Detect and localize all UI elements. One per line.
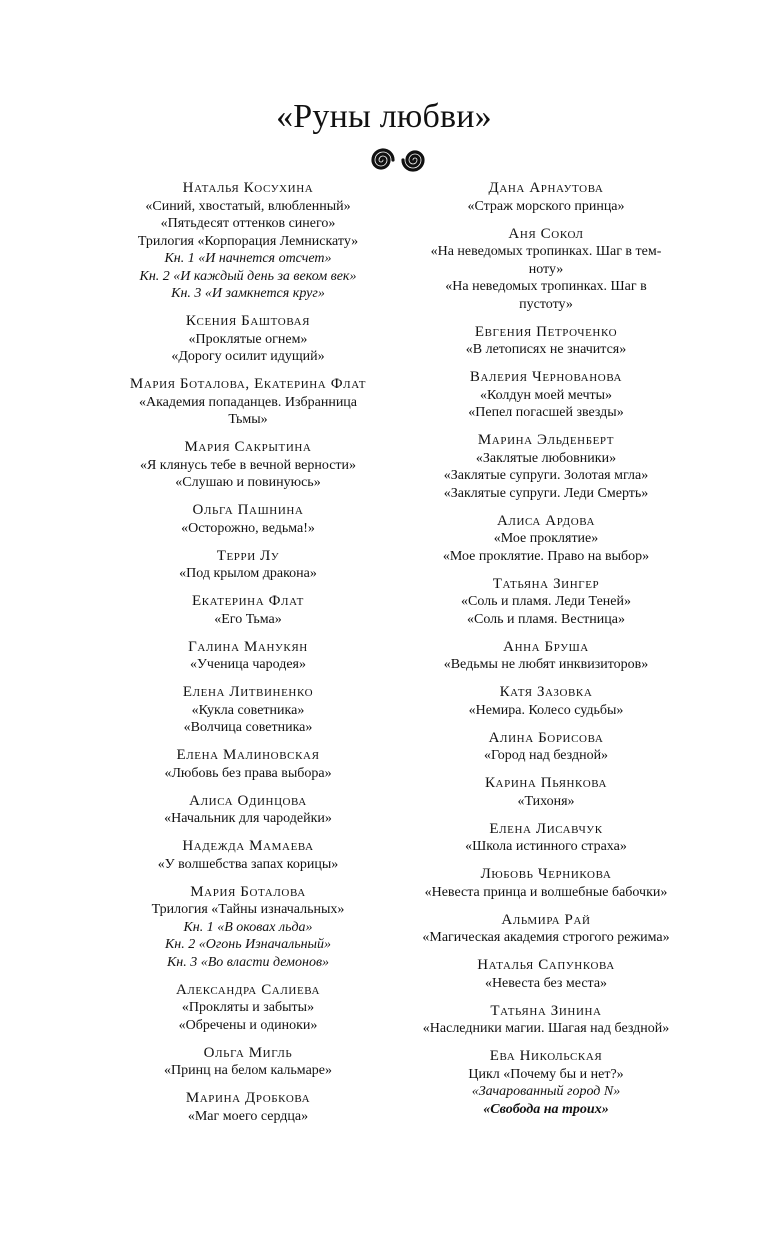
book-title-line: «Мое проклятие. Право на выбор» (442, 548, 650, 564)
author-name: Наталья Сапункова (477, 957, 615, 973)
author-name: Надежда Мамаева (182, 838, 314, 854)
author-name: Алиса Ардова (496, 512, 596, 529)
book-title-line: «Магическая академия строгого режима» (422, 930, 670, 945)
book-title-line: «В летописях не значится» (465, 342, 627, 357)
author-name: Александра Салиева (175, 981, 321, 998)
book-title-line: «Мое проклятие» (493, 531, 599, 546)
book-title-line: «Заклятые любовники» (475, 450, 617, 466)
book-title-line: «У волшебства запах корицы» (157, 856, 339, 872)
book-title-line: «Наследники магии. Шагая над бездной» (422, 1021, 670, 1036)
book-title-line: «Я клянусь тебе в вечной верности» (139, 457, 357, 473)
author-name: Мария Боталова (190, 883, 306, 900)
book-list-entry (396, 730, 696, 765)
book-title-line: «Обречены и одиноки» (178, 1017, 318, 1033)
book-list-entry (98, 982, 398, 1035)
book-list-entry (396, 775, 696, 810)
book-title-line: «Соль и пламя. Вестница» (467, 611, 625, 627)
book-title-line: «Прокляты и забыты» (181, 1000, 315, 1015)
book-title-line: «Любовь без права выбора» (164, 765, 332, 781)
book-list-entry (396, 957, 696, 992)
author-name: Катя Зазовка (499, 684, 593, 700)
book-list-entry (396, 513, 696, 566)
book-list-entry (396, 576, 696, 629)
author-name: Ксения Баштовая (185, 313, 311, 329)
book-title-line: Кн. 3 «И замкнется круг» (171, 286, 325, 301)
author-name: Алиса Одинцова (189, 792, 307, 809)
book-title-line: «Академия попаданцев. Избранница (138, 394, 358, 410)
book-list-entry (98, 439, 398, 492)
book-list-entry (98, 1090, 398, 1125)
book-title-line: Кн. 3 «Во власти демонов» (166, 954, 330, 970)
author-name: Татьяна Зинина (490, 1002, 602, 1019)
book-list-entry (396, 1048, 696, 1118)
book-list-entry (98, 593, 398, 628)
book-title-line: «Под крылом дракона» (179, 566, 317, 581)
book-title-line: «На неведомых тропинках. Шаг в (445, 279, 647, 294)
book-title-line: «Зачарованный город N» (471, 1084, 621, 1099)
book-title-line: «Школа истинного страха» (465, 839, 627, 854)
book-title-line: Трилогия «Корпорация Лемнискату» (137, 233, 359, 249)
book-list-entry (396, 866, 696, 901)
author-name: Ева Никольская (489, 1048, 603, 1064)
book-title-line: «Ведьмы не любят инквизиторов» (443, 657, 649, 672)
book-list-entry (396, 226, 696, 314)
book-title-line: «На неведомых тропинках. Шаг в тем- (430, 244, 662, 259)
author-name: Наталья Косухина (182, 180, 314, 196)
book-title-line: «Маг моего сердца» (187, 1108, 309, 1124)
book-title-line: «Тихоня» (517, 793, 575, 809)
book-list-entry (396, 912, 696, 947)
book-title-line: ноту» (528, 261, 564, 277)
author-name: Евгения Петроченко (474, 323, 618, 340)
book-title-line: «Волчица советника» (183, 720, 313, 735)
book-list-entry (98, 684, 398, 737)
book-list-entry (98, 838, 398, 873)
book-list-entry (396, 821, 696, 856)
author-name: Галина Манукян (188, 638, 308, 655)
book-list-entry (396, 432, 696, 502)
book-list-entry (98, 376, 398, 429)
book-title-line: «Дорогу осилит идущий» (171, 349, 325, 364)
book-title-line: Тьмы» (228, 412, 268, 427)
book-title-line: «Начальник для чародейки» (164, 811, 332, 826)
book-list-entry (98, 639, 398, 674)
book-title-line: Кн. 1 «И начнется отсчет» (164, 251, 332, 266)
page-title: «Руны любви» (276, 98, 492, 135)
author-name: Ольга Мигль (203, 1044, 293, 1061)
book-list-entry (98, 502, 398, 537)
author-name: Екатерина Флат (191, 593, 305, 609)
book-title-line: Цикл «Почему бы и нет?» (468, 1066, 624, 1082)
right-column (396, 180, 696, 1129)
book-title-line: «Соль и пламя. Леди Теней» (461, 594, 631, 609)
book-title-line: «Заклятые супруги. Золотая мгла» (443, 468, 649, 483)
book-title-line: «Город над бездной» (483, 748, 609, 763)
left-column (98, 180, 398, 1136)
author-name: Мария Боталова, Екатерина Флат (129, 376, 367, 392)
author-name: Валерия Чернованова (469, 369, 623, 385)
book-list-entry (396, 324, 696, 359)
book-list-entry (396, 180, 696, 215)
book-list-entry (396, 639, 696, 674)
author-name: Аня Сокол (508, 225, 584, 242)
book-list-entry (98, 548, 398, 583)
author-name: Любовь Черникова (480, 866, 612, 882)
book-title-line: Трилогия «Тайны изначальных» (151, 902, 345, 917)
author-name: Анна Бруша (503, 638, 589, 655)
book-title-line: «Слушаю и повинуюсь» (175, 475, 321, 490)
book-title-line: «Пятьдесят оттенков синего» (160, 216, 336, 231)
author-name: Ольга Пашнина (192, 502, 304, 518)
author-name: Елена Литвиненко (182, 684, 314, 700)
double-spiral-ornament-icon (366, 144, 430, 176)
book-title-line: Кн. 1 «В оковах льда» (183, 919, 313, 935)
book-title-line: «Невеста принца и волшебные бабочки» (424, 884, 668, 900)
book-title-line: «Колдун моей мечты» (479, 387, 613, 403)
book-title-line: «Синий, хвостатый, влюбленный» (145, 198, 351, 214)
book-title-line: «Немира. Колесо судьбы» (468, 702, 624, 718)
book-title-line: Кн. 2 «И каждый день за веком век» (139, 268, 357, 284)
book-list-entry (98, 884, 398, 972)
book-title-line: «Невеста без места» (484, 975, 608, 991)
book-list-entry (98, 313, 398, 366)
author-name: Марина Эльденберт (477, 432, 615, 448)
book-title-line: «Пепел погасшей звезды» (468, 405, 624, 420)
book-list-entry (396, 369, 696, 422)
author-name: Альмира Рай (501, 911, 591, 928)
author-name: Татьяна Зингер (492, 575, 600, 592)
book-list-entry (98, 1045, 398, 1080)
book-list-entry (396, 684, 696, 719)
author-name: Марина Дробкова (185, 1090, 311, 1106)
author-name: Алина Борисова (488, 729, 604, 746)
book-list-entry (98, 747, 398, 782)
author-name: Карина Пьянкова (484, 775, 608, 791)
book-title-line: «Страж морского принца» (467, 198, 625, 214)
book-title-line: «Принц на белом кальмаре» (163, 1063, 332, 1078)
book-title-line: «Кукла советника» (191, 702, 305, 718)
book-list-entry (396, 1003, 696, 1038)
book-title-line: Кн. 2 «Огонь Изначальный» (164, 937, 332, 952)
book-title-line: «Осторожно, ведьма!» (181, 520, 315, 536)
author-name: Елена Малиновская (176, 747, 320, 763)
book-title-line: «Ученица чародея» (190, 657, 306, 672)
book-title-line: «Заклятые супруги. Леди Смерть» (443, 485, 649, 501)
book-title-line: пустоту» (519, 296, 573, 312)
author-name: Елена Лисавчук (489, 820, 603, 837)
book-list-entry (98, 793, 398, 828)
author-name: Мария Сакрытина (184, 439, 312, 455)
book-list-entry (98, 180, 398, 303)
author-name: Терри Лу (216, 547, 280, 564)
book-title-line: «Свобода на троих» (483, 1101, 609, 1117)
book-title-line: «Его Тьма» (214, 611, 282, 627)
book-title-line: «Проклятые огнем» (188, 331, 308, 347)
author-name: Дана Арнаутова (488, 180, 604, 196)
